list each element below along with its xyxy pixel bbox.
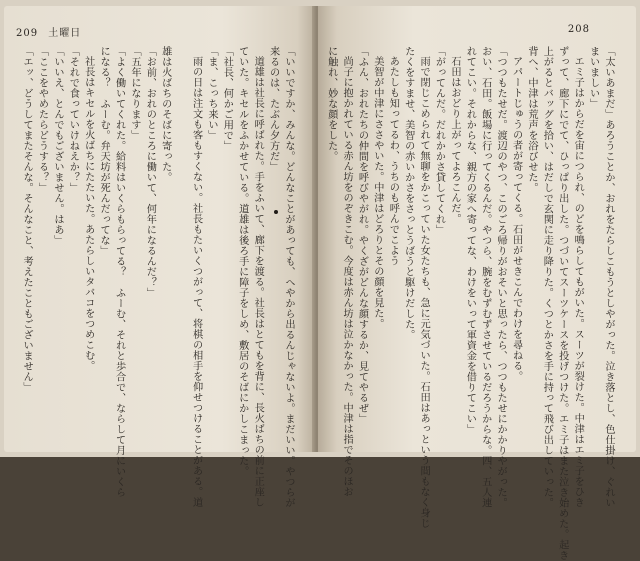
text-line: ていた。キセルをふかせている。道雄は後ろ手に障子をしめ、敷居のそばにかしこまった。 [236,46,248,477]
text-line: に触れ、妙な顔をした。 [325,46,337,162]
text-line: 上がるとバッグを拾い、はだしで玄関に走り降りた。くつとかさを手に持って飛び出していった。 [541,46,553,508]
text-line: おい、石田。飯場に行ってくるんだ。やつら、腕をむずむずさせているだろうからな。四、五人連 [479,46,491,508]
left-page-header [16,24,81,39]
text-line: れてこい。それからな、親方の家へ寄ってな、わけをいって軍資金を借りてこい」 [464,46,476,435]
text-line: になる？ ふーむ。弁天坊が死んだってな」 [98,46,110,256]
text-line: 「がってんだ。だれかかさ貸してくれ」 [433,46,445,235]
right-page-text [325,46,616,561]
text-line: 道雄は社長に呼ばれた。手をふいて、廊下を渡る。社長はとてもを背に、長火ばちの前に正座し [252,56,264,508]
text-line: 社長はキセルを火ばちにたたいた。あたらしいタバコをつめこむ。 [82,56,94,372]
text-line: 「いいですか、みんな。どんなことがあっても、へやから出るんじゃないよ。まだいい。やつらが [283,46,294,508]
text-line: 来るのは、たぶん夕方だ」 [267,46,279,172]
text-line: 雄は火ばちのそばに寄った。 [159,46,171,183]
running-head: 土曜日 [48,28,82,39]
text-line: 尚子に抱かれている赤ん坊をのぞきこむ。今度は赤ん坊は泣かなかった。中津は指でそのほお [341,56,353,498]
right-page-number: 208 [567,24,590,35]
right-page [318,6,636,561]
text-line: 「いいえ、とんでもございません。はあ」 [51,46,63,246]
text-line: 石田はおどり上がってよろこんだ。 [448,56,460,225]
left-page-text [21,46,296,508]
left-page-number: 209 [16,28,39,39]
left-page [4,6,316,508]
text-line: 美智が中津にささやいた。中津はどろりとその顔を見た。 [371,56,383,330]
text-line: 「よく働いてくれた。給料はいくらもらってる？ ふーむ、それと歩合で、ならして月にいくら [113,46,125,498]
text-line: 「つつもたせだ。渡辺のやつ、このごろ帰りがおそいと思ったら、つつもたせにかかりやがった。 [495,46,507,508]
text-line: 雨で閉じこめられて無聊をかこっていた女たちも、急に元気づいた。石田はあっという間もなく身じ [418,56,430,529]
text-line: 「エッ、どうしてまたそんな。そんなこと、考えたこともございません」 [21,46,33,393]
text-line: 雨の日は注文も客もすくない。社長もたいくつがって、将棋の相手を仰せつけることがある。道 [190,56,202,508]
right-page-header [568,24,590,35]
text-line: 「それで食っていけねえか？」 [67,46,79,193]
text-line: アパートじゅうの者が寄ってくる。石田がせきこんでわけを尋ねる。 [510,56,522,382]
ink-dot [274,210,278,214]
text-line: エミ子はからだを宙につられ、のどを鳴らしてもがいた。スーツが裂けた。中津はエミ子をひき [572,56,584,508]
text-line: たくをすませ、美智の赤いかさをさっとうばうと駆けだした。 [402,46,414,340]
text-line: 「ま、こっち来い」 [205,46,217,141]
text-line: 「ふん、おれたちの仲間を呼びやがれ。やくざがどんな顔するか、見てやるぜ」 [356,46,368,424]
text-line: 「お前、おれのところに働いて、何年になるんだ？」 [144,46,156,298]
text-line: 「五年になります」 [128,46,140,141]
text-line: 背へ、中津は荒声を浴びせた。 [525,46,537,193]
text-line: あたしも知ってるわ、うちのも呼んでこよう [387,56,399,267]
text-line: まいましい」 [587,46,599,109]
text-line: 「ここをやめたらどうする？」 [36,46,48,193]
text-line: 「社長、何かご用で」 [221,46,233,151]
text-line: 「太いあまだ」あろうことか、おれをたらしこもうとしやがった。泣き落とし、色仕掛け、ぐれい [603,46,614,508]
text-line: ずって、廊下にでて、ひっぱり出した。つづいてスーツケースを投げつけた。エミ子はまた泣き始めた。起き [556,46,568,561]
